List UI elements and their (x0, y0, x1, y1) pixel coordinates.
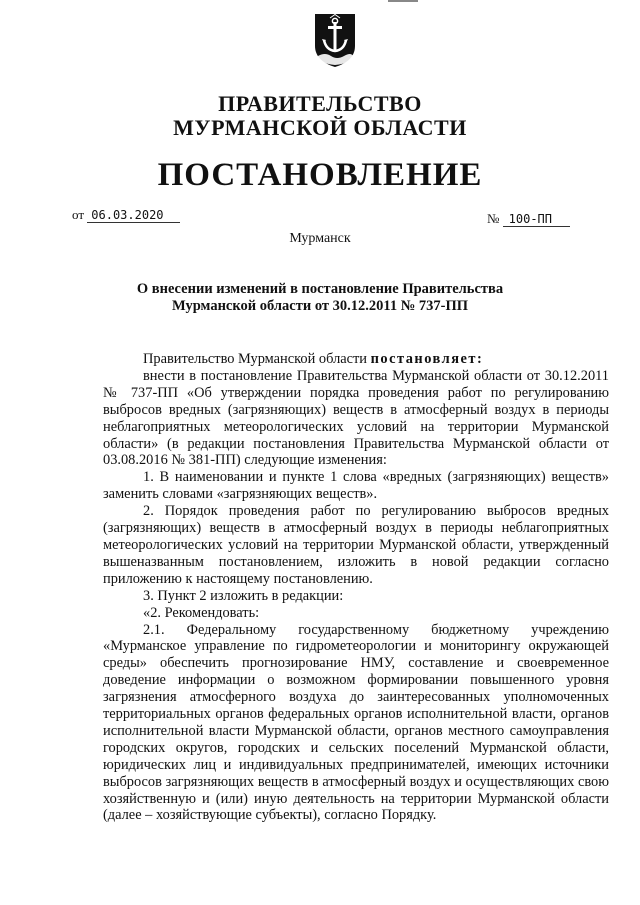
document-type-title: ПОСТАНОВЛЕНИЕ (157, 157, 483, 193)
document-body (103, 351, 609, 824)
paragraph-item-3: 3. Пункт 2 изложить в редакции: (143, 587, 344, 604)
number-field (487, 211, 570, 227)
number-prefix: № (487, 211, 500, 226)
intro-resolves: постановляет: (370, 351, 484, 367)
date-field (72, 207, 180, 223)
city-name: Мурманск (289, 231, 351, 246)
date-prefix: от (72, 207, 85, 222)
government-title-line1: ПРАВИТЕЛЬСТВО (218, 91, 422, 116)
number-value: 100-ПП (503, 212, 570, 227)
murmansk-coat-of-arms-icon (313, 12, 357, 68)
government-title-line2: МУРМАНСКОЙ ОБЛАСТИ (173, 115, 467, 140)
paragraph-recommend: «2. Рекомендовать: (143, 604, 260, 621)
intro-paragraph (103, 351, 609, 368)
paragraph-preamble: внести в постановление Правительства Мурманской области от 30.12.2011 № 737-ПП «Об утверждении порядка проведения работ по регулированию выбросов вредных (загрязняющих) веществ в атмосферный воздух в периоды неблагоприятных метеорологических условий на территории Мурманской области» (в редакции постановления Правительства Мурманской области от 03.08.2016 № 381-ПП) следующие изменения: (103, 367, 609, 469)
paragraph-item-2: 2. Порядок проведения работ по регулированию выбросов вредных (загрязняющих) веществ в атмосферный воздух в периоды неблагоприятных метеорологических условий на территории Мурманской области, утвержденный вышеназванным постановлением, изложить в новой редакции согласно приложению к настоящему постановлению. (103, 503, 609, 587)
paragraph-item-2-1: 2.1. Федеральному государственному бюджетному учреждению «Мурманское управление по гидрометеорологии и мониторингу окружающей среды» обеспечить прогнозирование НМУ, составление и своевременное доведение информации о возможном формировании повышенного уровня загрязнения атмосферного воздуха до заинтересованных уполномоченных территориальных органов федеральных органов исполнительной власти, органов исполнительной власти Мурманской области, органов местного самоуправления городских округов, городских и сельских поселений Мурманской области, юридических лиц и индивидуальных предпринимателей, имеющих источники выбросов загрязняющих веществ в атмосферный воздух и осуществляющих свою хозяйственную и (или) иную деятельность на территории Мурманской области (далее – хозяйствующие субъекты), согласно Порядку. (103, 621, 609, 824)
scan-mark (388, 0, 418, 2)
subject-line1: О внесении изменений в постановление Правительства (136, 281, 504, 297)
date-value: 06.03.2020 (87, 208, 179, 223)
subject-line2: Мурманской области от 30.12.2011 № 737-ПП (171, 298, 469, 314)
document-subject (0, 281, 640, 315)
intro-text: Правительство Мурманской области (143, 351, 371, 367)
paragraph-item-1: 1. В наименовании и пункте 1 слова «вредных (загрязняющих) веществ» заменить словами «загрязняющих веществ». (103, 469, 609, 503)
